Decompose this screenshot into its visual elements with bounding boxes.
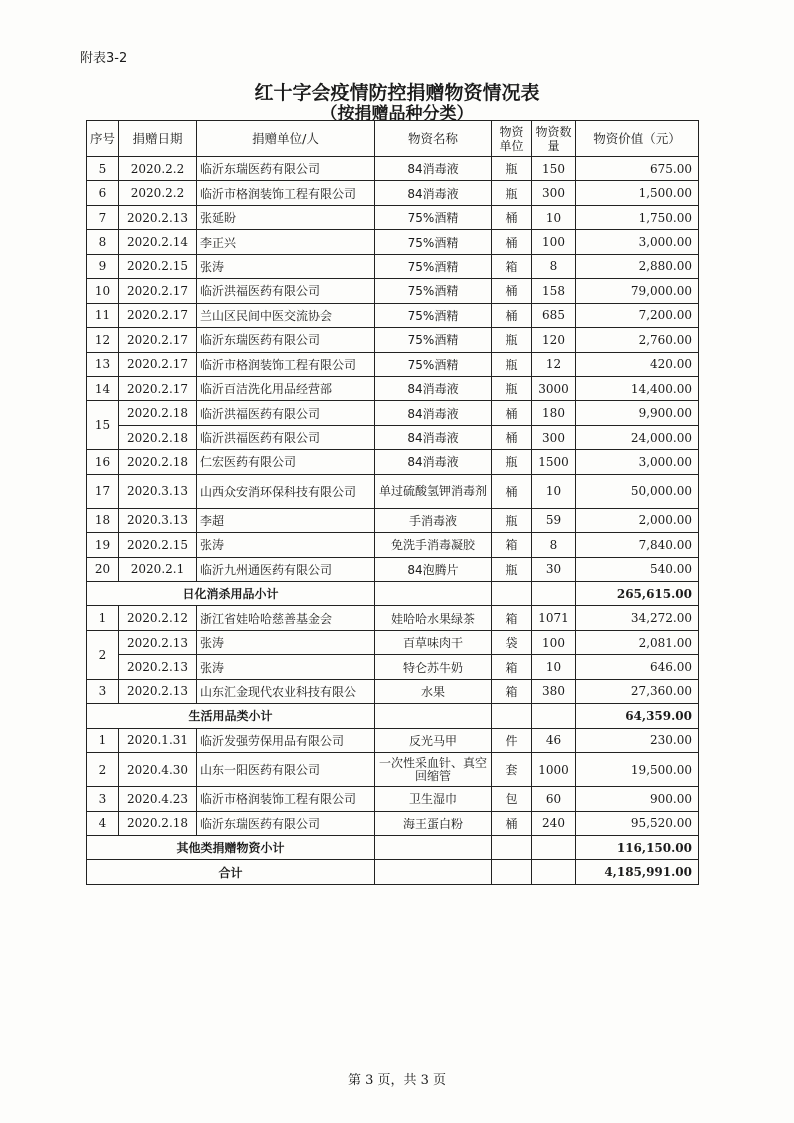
- item-unit: 瓶: [492, 376, 532, 400]
- row-number: 20: [87, 557, 119, 581]
- empty-cell: [375, 860, 492, 884]
- item-name: 百草味肉干: [375, 630, 492, 654]
- empty-cell: [532, 582, 576, 606]
- table-row: [87, 811, 699, 835]
- item-name: 手消毒液: [375, 508, 492, 532]
- item-name: 单过硫酸氢钾消毒剂: [375, 474, 492, 508]
- row-number: 1: [87, 606, 119, 630]
- item-name: 84消毒液: [375, 450, 492, 474]
- item-value: 9,900.00: [576, 401, 699, 425]
- item-value: 50,000.00: [576, 474, 699, 508]
- item-unit: 桶: [492, 474, 532, 508]
- subtotal-value: 265,615.00: [576, 582, 699, 606]
- row-number: 8: [87, 230, 119, 254]
- empty-cell: [492, 860, 532, 884]
- donor-name: 张涛: [197, 533, 375, 557]
- empty-cell: [375, 835, 492, 859]
- table-row: [87, 376, 699, 400]
- total-label: 合计: [87, 860, 375, 884]
- donor-name: 山西众安消环保科技有限公司: [197, 474, 375, 508]
- donation-date: 2020.2.18: [119, 811, 197, 835]
- total-value: 4,185,991.00: [576, 860, 699, 884]
- item-value: 27,360.00: [576, 679, 699, 703]
- item-name: 84消毒液: [375, 425, 492, 449]
- donation-date: 2020.2.13: [119, 630, 197, 654]
- donor-name: 临沂市格润装饰工程有限公司: [197, 181, 375, 205]
- item-unit: 件: [492, 728, 532, 752]
- column-header: 捐赠日期: [119, 121, 197, 157]
- item-value: 2,760.00: [576, 328, 699, 352]
- item-quantity: 150: [532, 157, 576, 181]
- item-name: 75%酒精: [375, 230, 492, 254]
- item-quantity: 300: [532, 181, 576, 205]
- total-row: [87, 860, 699, 884]
- donation-date: 2020.2.17: [119, 328, 197, 352]
- table-row: [87, 474, 699, 508]
- row-number: 19: [87, 533, 119, 557]
- item-value: 95,520.00: [576, 811, 699, 835]
- item-quantity: 30: [532, 557, 576, 581]
- item-value: 7,200.00: [576, 303, 699, 327]
- item-unit: 箱: [492, 606, 532, 630]
- table-row: [87, 157, 699, 181]
- item-value: 540.00: [576, 557, 699, 581]
- item-name: 84泡腾片: [375, 557, 492, 581]
- item-value: 2,880.00: [576, 254, 699, 278]
- row-number: 15: [87, 401, 119, 450]
- item-unit: 套: [492, 753, 532, 787]
- donor-name: 兰山区民间中医交流协会: [197, 303, 375, 327]
- item-name: 75%酒精: [375, 205, 492, 229]
- donation-date: 2020.4.30: [119, 753, 197, 787]
- item-value: 14,400.00: [576, 376, 699, 400]
- item-value: 2,081.00: [576, 630, 699, 654]
- item-value: 19,500.00: [576, 753, 699, 787]
- donation-date: 2020.2.2: [119, 181, 197, 205]
- item-name: 75%酒精: [375, 254, 492, 278]
- donor-name: 张涛: [197, 630, 375, 654]
- item-unit: 袋: [492, 630, 532, 654]
- item-name: 75%酒精: [375, 328, 492, 352]
- item-unit: 桶: [492, 425, 532, 449]
- table-row: [87, 230, 699, 254]
- column-header: 捐赠单位/人: [197, 121, 375, 157]
- donation-date: 2020.3.13: [119, 474, 197, 508]
- item-unit: 瓶: [492, 450, 532, 474]
- subtotal-label: 生活用品类小计: [87, 704, 375, 728]
- item-unit: 桶: [492, 303, 532, 327]
- page-title: 红十字会疫情防控捐赠物资情况表: [254, 82, 540, 104]
- item-quantity: 120: [532, 328, 576, 352]
- donor-name: 仁宏医药有限公司: [197, 450, 375, 474]
- item-quantity: 8: [532, 254, 576, 278]
- row-number: 2: [87, 753, 119, 787]
- donation-date: 2020.2.17: [119, 352, 197, 376]
- item-name: 84消毒液: [375, 376, 492, 400]
- table-row: [87, 753, 699, 787]
- subtotal-label: 其他类捐赠物资小计: [87, 835, 375, 859]
- donor-name: 张延盼: [197, 205, 375, 229]
- row-number: 9: [87, 254, 119, 278]
- row-number: 10: [87, 279, 119, 303]
- donation-date: 2020.2.2: [119, 157, 197, 181]
- empty-cell: [492, 835, 532, 859]
- item-unit: 桶: [492, 401, 532, 425]
- item-name: 水果: [375, 679, 492, 703]
- row-number: 6: [87, 181, 119, 205]
- donation-date: 2020.2.12: [119, 606, 197, 630]
- item-unit: 桶: [492, 811, 532, 835]
- item-value: 900.00: [576, 787, 699, 811]
- item-quantity: 685: [532, 303, 576, 327]
- item-quantity: 240: [532, 811, 576, 835]
- donation-date: 2020.2.17: [119, 376, 197, 400]
- item-unit: 瓶: [492, 328, 532, 352]
- item-name: 免洗手消毒凝胶: [375, 533, 492, 557]
- item-value: 7,840.00: [576, 533, 699, 557]
- item-value: 675.00: [576, 157, 699, 181]
- item-name: 75%酒精: [375, 303, 492, 327]
- donor-name: 临沂发强劳保用品有限公司: [197, 728, 375, 752]
- table-row: [87, 205, 699, 229]
- donor-name: 浙江省娃哈哈慈善基金会: [197, 606, 375, 630]
- item-value: 2,000.00: [576, 508, 699, 532]
- subtotal-value: 64,359.00: [576, 704, 699, 728]
- table-row: [87, 450, 699, 474]
- empty-cell: [375, 704, 492, 728]
- donor-name: 临沂市格润装饰工程有限公司: [197, 352, 375, 376]
- item-value: 646.00: [576, 655, 699, 679]
- donor-name: 张涛: [197, 254, 375, 278]
- item-unit: 桶: [492, 279, 532, 303]
- page-subtitle: （按捐赠品种分类）: [320, 104, 474, 124]
- row-number: 4: [87, 811, 119, 835]
- item-unit: 箱: [492, 254, 532, 278]
- empty-cell: [492, 704, 532, 728]
- column-header: 物资单位: [492, 121, 532, 157]
- item-quantity: 300: [532, 425, 576, 449]
- item-value: 24,000.00: [576, 425, 699, 449]
- table-row: [87, 279, 699, 303]
- donor-name: 临沂洪福医药有限公司: [197, 425, 375, 449]
- item-value: 3,000.00: [576, 450, 699, 474]
- donation-date: 2020.2.17: [119, 303, 197, 327]
- item-name: 海王蛋白粉: [375, 811, 492, 835]
- row-number: 16: [87, 450, 119, 474]
- table-row: [87, 254, 699, 278]
- row-number: 18: [87, 508, 119, 532]
- item-quantity: 1500: [532, 450, 576, 474]
- donation-date: 2020.2.13: [119, 205, 197, 229]
- item-name: 反光马甲: [375, 728, 492, 752]
- donor-name: 李超: [197, 508, 375, 532]
- item-quantity: 46: [532, 728, 576, 752]
- row-number: 7: [87, 205, 119, 229]
- item-value: 230.00: [576, 728, 699, 752]
- item-quantity: 100: [532, 230, 576, 254]
- donor-name: 临沂洪福医药有限公司: [197, 279, 375, 303]
- row-number: 13: [87, 352, 119, 376]
- item-unit: 箱: [492, 679, 532, 703]
- donor-name: 张涛: [197, 655, 375, 679]
- table-row: [87, 728, 699, 752]
- item-unit: 桶: [492, 205, 532, 229]
- item-name: 84消毒液: [375, 181, 492, 205]
- annex-label: 附表3-2: [80, 51, 128, 66]
- donation-date: 2020.2.13: [119, 655, 197, 679]
- table-row: [87, 401, 699, 425]
- donor-name: 山东汇金现代农业科技有限公: [197, 679, 375, 703]
- table-row: [87, 533, 699, 557]
- donation-date: 2020.2.18: [119, 450, 197, 474]
- item-quantity: 10: [532, 655, 576, 679]
- item-quantity: 3000: [532, 376, 576, 400]
- item-quantity: 12: [532, 352, 576, 376]
- row-number: 11: [87, 303, 119, 327]
- empty-cell: [492, 582, 532, 606]
- item-unit: 箱: [492, 655, 532, 679]
- table-row: [87, 181, 699, 205]
- item-name: 卫生湿巾: [375, 787, 492, 811]
- table-row: [87, 303, 699, 327]
- item-value: 3,000.00: [576, 230, 699, 254]
- donation-date: 2020.4.23: [119, 787, 197, 811]
- donation-date: 2020.2.13: [119, 679, 197, 703]
- item-unit: 桶: [492, 230, 532, 254]
- donation-date: 2020.1.31: [119, 728, 197, 752]
- donation-date: 2020.3.13: [119, 508, 197, 532]
- empty-cell: [532, 860, 576, 884]
- subtotal-value: 116,150.00: [576, 835, 699, 859]
- column-header: 物资名称: [375, 121, 492, 157]
- row-number: 3: [87, 787, 119, 811]
- donation-date: 2020.2.14: [119, 230, 197, 254]
- item-quantity: 158: [532, 279, 576, 303]
- item-quantity: 8: [532, 533, 576, 557]
- item-quantity: 180: [532, 401, 576, 425]
- item-unit: 瓶: [492, 352, 532, 376]
- item-unit: 瓶: [492, 181, 532, 205]
- donor-name: 李正兴: [197, 230, 375, 254]
- item-value: 79,000.00: [576, 279, 699, 303]
- donor-name: 临沂市格润装饰工程有限公司: [197, 787, 375, 811]
- donation-date: 2020.2.15: [119, 254, 197, 278]
- empty-cell: [532, 704, 576, 728]
- table-row: [87, 508, 699, 532]
- donor-name: 临沂东瑞医药有限公司: [197, 157, 375, 181]
- item-name: 娃哈哈水果绿茶: [375, 606, 492, 630]
- item-unit: 瓶: [492, 508, 532, 532]
- item-name: 75%酒精: [375, 352, 492, 376]
- table-row: [87, 787, 699, 811]
- donation-date: 2020.2.1: [119, 557, 197, 581]
- empty-cell: [532, 835, 576, 859]
- donation-date: 2020.2.17: [119, 279, 197, 303]
- item-name: 一次性采血针、真空回缩管: [375, 753, 492, 787]
- table-row: [87, 425, 699, 449]
- item-value: 420.00: [576, 352, 699, 376]
- item-quantity: 1071: [532, 606, 576, 630]
- subtotal-row: [87, 582, 699, 606]
- table-row: [87, 328, 699, 352]
- row-number: 12: [87, 328, 119, 352]
- item-value: 34,272.00: [576, 606, 699, 630]
- item-quantity: 10: [532, 474, 576, 508]
- row-number: 2: [87, 630, 119, 679]
- table-row: [87, 630, 699, 654]
- item-quantity: 380: [532, 679, 576, 703]
- table-row: [87, 606, 699, 630]
- table-row: [87, 655, 699, 679]
- item-name: 75%酒精: [375, 279, 492, 303]
- table-header-row: [87, 121, 699, 157]
- subtotal-row: [87, 704, 699, 728]
- donor-name: 山东一阳医药有限公司: [197, 753, 375, 787]
- item-name: 特仑苏牛奶: [375, 655, 492, 679]
- donation-date: 2020.2.18: [119, 401, 197, 425]
- item-quantity: 59: [532, 508, 576, 532]
- donor-name: 临沂东瑞医药有限公司: [197, 328, 375, 352]
- item-unit: 瓶: [492, 157, 532, 181]
- item-unit: 箱: [492, 533, 532, 557]
- subtotal-row: [87, 835, 699, 859]
- item-quantity: 100: [532, 630, 576, 654]
- table-row: [87, 557, 699, 581]
- donor-name: 临沂洪福医药有限公司: [197, 401, 375, 425]
- row-number: 17: [87, 474, 119, 508]
- row-number: 14: [87, 376, 119, 400]
- donor-name: 临沂百洁洗化用品经营部: [197, 376, 375, 400]
- subtotal-label: 日化消杀用品小计: [87, 582, 375, 606]
- column-header: 序号: [87, 121, 119, 157]
- donation-date: 2020.2.15: [119, 533, 197, 557]
- donation-date: 2020.2.18: [119, 425, 197, 449]
- item-unit: 瓶: [492, 557, 532, 581]
- column-header: 物资价值（元）: [576, 121, 699, 157]
- donor-name: 临沂东瑞医药有限公司: [197, 811, 375, 835]
- page-footer: 第 3 页，共 3 页: [347, 1073, 447, 1088]
- item-quantity: 60: [532, 787, 576, 811]
- table-row: [87, 679, 699, 703]
- donation-table: [86, 120, 699, 885]
- item-quantity: 1000: [532, 753, 576, 787]
- item-name: 84消毒液: [375, 401, 492, 425]
- row-number: 5: [87, 157, 119, 181]
- row-number: 1: [87, 728, 119, 752]
- donor-name: 临沂九州通医药有限公司: [197, 557, 375, 581]
- item-name: 84消毒液: [375, 157, 492, 181]
- empty-cell: [375, 582, 492, 606]
- item-value: 1,500.00: [576, 181, 699, 205]
- item-quantity: 10: [532, 205, 576, 229]
- table-row: [87, 352, 699, 376]
- column-header: 物资数量: [532, 121, 576, 157]
- table-body: [87, 157, 699, 885]
- item-value: 1,750.00: [576, 205, 699, 229]
- item-unit: 包: [492, 787, 532, 811]
- row-number: 3: [87, 679, 119, 703]
